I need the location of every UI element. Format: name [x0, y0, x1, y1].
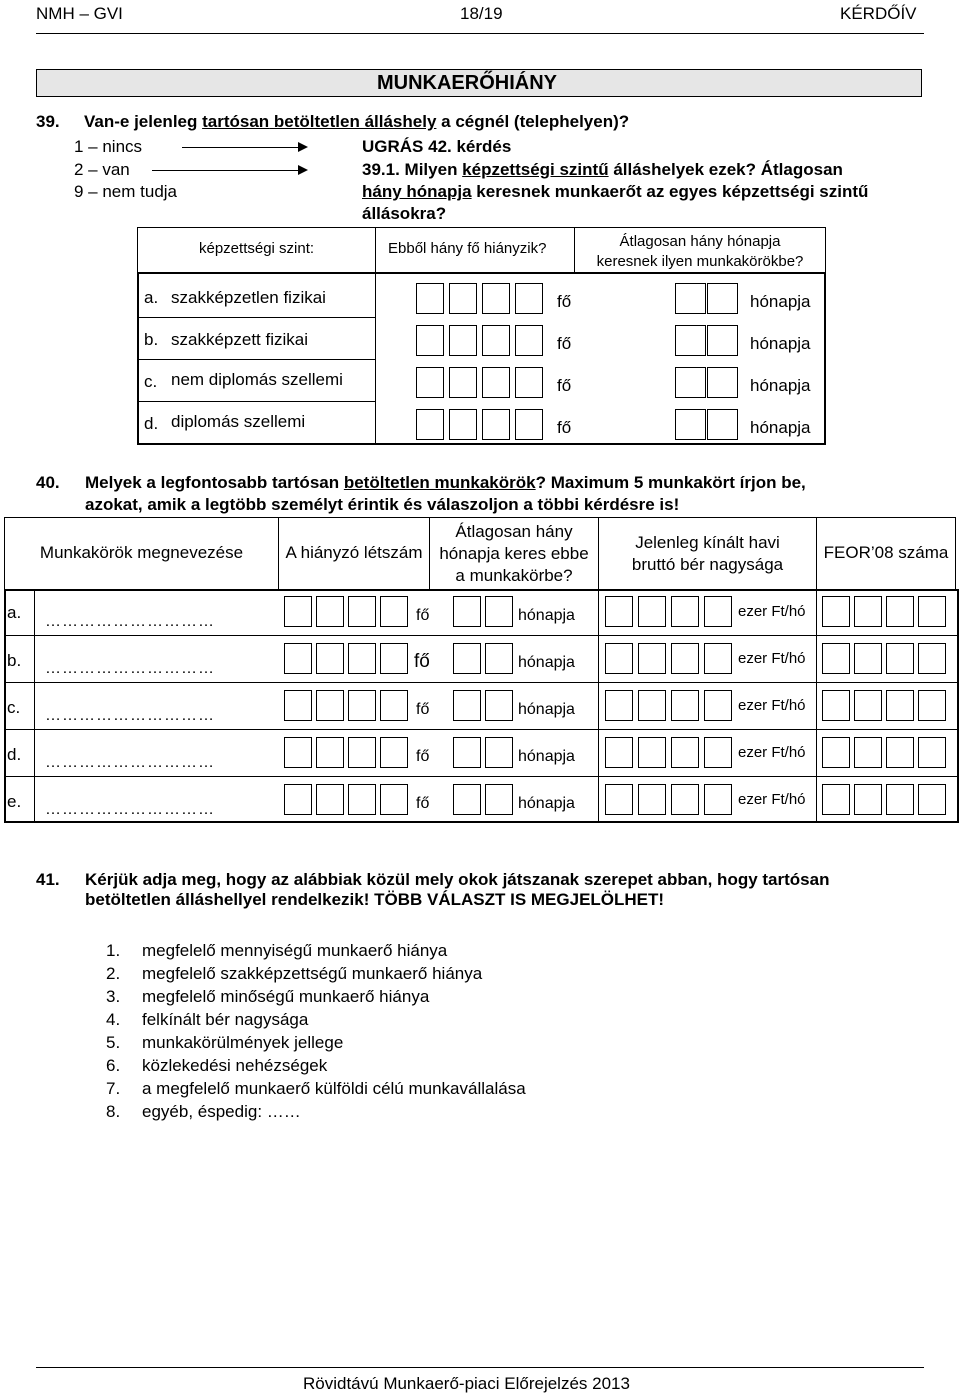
q39-option-9[interactable]: 9 – nem tudja — [74, 182, 178, 201]
digit-box[interactable] — [453, 737, 481, 768]
footer-rule — [36, 1367, 924, 1368]
option-number: 5. — [106, 1033, 121, 1052]
digit-box[interactable] — [704, 784, 732, 815]
occupation-row-letter: d. — [7, 745, 22, 764]
digit-box[interactable] — [482, 283, 510, 314]
unit-honapja: hónapja — [518, 701, 575, 718]
unit-honapja: hónapja — [518, 748, 575, 765]
col-header-months-l2: keresnek ilyen munkakörökbe? — [596, 253, 804, 270]
option-number: 3. — [106, 987, 121, 1006]
digit-box[interactable] — [348, 690, 376, 721]
unit-ezer-ft: ezer Ft/hó — [738, 744, 806, 761]
digit-box[interactable] — [671, 737, 699, 768]
digit-box[interactable] — [605, 737, 633, 768]
digit-box[interactable] — [918, 737, 946, 768]
section-title: MUNKAERŐHIÁNY — [377, 72, 557, 94]
skill-row-letter: c. — [144, 372, 158, 391]
q39-number: 39. — [36, 112, 60, 131]
digit-box[interactable] — [675, 367, 706, 398]
digit-box[interactable] — [704, 737, 732, 768]
digit-box[interactable] — [918, 784, 946, 815]
occupation-row-letter: a. — [7, 603, 22, 622]
q41-question-line2: betöltetlen álláshellyel rendelkezik! TÖBB VÁLASZT IS MEGJELÖLHET! — [85, 890, 665, 909]
digit-box[interactable] — [822, 784, 850, 815]
digit-box[interactable] — [380, 690, 408, 721]
digit-box[interactable] — [707, 409, 738, 440]
digit-box[interactable] — [380, 643, 408, 674]
digit-box[interactable] — [638, 690, 666, 721]
option-text[interactable]: megfelelő szakképzettségű munkaerő hiánya — [142, 964, 483, 983]
skill-row-letter: a. — [144, 288, 159, 307]
digit-box[interactable] — [822, 643, 850, 674]
col-header-wage-l2: bruttó bér nagysága — [631, 555, 784, 574]
column-divider — [375, 272, 376, 445]
skill-row-label: szakképzett fizikai — [171, 330, 308, 349]
digit-box[interactable] — [316, 737, 344, 768]
digit-box[interactable] — [416, 409, 444, 440]
digit-box[interactable] — [675, 283, 706, 314]
arrow-icon — [182, 147, 306, 148]
digit-box[interactable] — [854, 784, 882, 815]
unit-fo: fő — [557, 418, 572, 437]
digit-box[interactable] — [380, 596, 408, 627]
unit-fo: fő — [416, 795, 430, 812]
option-text[interactable]: megfelelő minőségű munkaerő hiánya — [142, 987, 430, 1006]
digit-box[interactable] — [316, 784, 344, 815]
row-divider — [137, 401, 375, 402]
col-header-months-l3: a munkakörbe? — [455, 566, 573, 585]
row-divider — [4, 682, 959, 683]
unit-fo: fő — [557, 292, 572, 311]
digit-box[interactable] — [638, 737, 666, 768]
unit-ezer-ft: ezer Ft/hó — [738, 791, 806, 808]
unit-fo: fő — [416, 748, 430, 765]
arrow-icon — [152, 170, 306, 171]
row-divider — [137, 317, 375, 318]
unit-honapja: hónapja — [750, 376, 811, 395]
digit-box[interactable] — [482, 367, 510, 398]
digit-box[interactable] — [348, 643, 376, 674]
occupation-row-letter: e. — [7, 792, 22, 811]
digit-box[interactable] — [822, 596, 850, 627]
option-number: 8. — [106, 1102, 121, 1121]
digit-box[interactable] — [485, 643, 513, 674]
digit-box[interactable] — [638, 596, 666, 627]
skill-row-label: nem diplomás szellemi — [171, 370, 343, 389]
digit-box[interactable] — [485, 690, 513, 721]
q39-jump: UGRÁS 42. kérdés — [362, 137, 512, 156]
digit-box[interactable] — [886, 643, 914, 674]
skill-row-label: diplomás szellemi — [171, 412, 306, 431]
q40-question-line1: Melyek a legfontosabb tartósan betöltetlen munkakörök? Maximum 5 munkakört írjon be, — [85, 473, 806, 492]
q39-option-1[interactable]: 1 – nincs — [74, 137, 143, 156]
unit-honapja: hónapja — [518, 654, 575, 671]
header-page-number: 18/19 — [460, 4, 503, 23]
q39-1-line3: állásokra? — [362, 204, 447, 223]
col-header-occupation: Munkakörök megnevezése — [39, 543, 244, 562]
digit-box[interactable] — [453, 690, 481, 721]
option-number: 1. — [106, 941, 121, 960]
digit-box[interactable] — [822, 690, 850, 721]
digit-box[interactable] — [886, 784, 914, 815]
header-rule — [36, 33, 924, 34]
unit-honapja: hónapja — [750, 292, 811, 311]
unit-honapja: hónapja — [518, 607, 575, 624]
digit-box[interactable] — [453, 784, 481, 815]
digit-box[interactable] — [886, 737, 914, 768]
digit-box[interactable] — [348, 737, 376, 768]
option-text[interactable]: munkakörülmények jellege — [142, 1033, 344, 1052]
digit-box[interactable] — [918, 643, 946, 674]
occupation-name-input[interactable]: ………………………… — [45, 801, 215, 818]
digit-box[interactable] — [704, 643, 732, 674]
col-header-missing: A hiányzó létszám — [285, 543, 423, 562]
digit-box[interactable] — [886, 690, 914, 721]
digit-box[interactable] — [638, 643, 666, 674]
digit-box[interactable] — [416, 367, 444, 398]
option-number: 6. — [106, 1056, 121, 1075]
digit-box[interactable] — [485, 784, 513, 815]
digit-box[interactable] — [704, 690, 732, 721]
digit-box[interactable] — [453, 643, 481, 674]
unit-honapja: hónapja — [518, 795, 575, 812]
digit-box[interactable] — [348, 596, 376, 627]
digit-box[interactable] — [605, 784, 633, 815]
digit-box[interactable] — [380, 737, 408, 768]
digit-box[interactable] — [675, 409, 706, 440]
unit-ezer-ft: ezer Ft/hó — [738, 603, 806, 620]
digit-box[interactable] — [284, 643, 312, 674]
footer-text: Rövidtávú Munkaerő-piaci Előrejelzés 2013 — [303, 1374, 630, 1393]
column-divider — [34, 589, 35, 823]
q40-number: 40. — [36, 473, 60, 492]
unit-ezer-ft: ezer Ft/hó — [738, 650, 806, 667]
unit-fo: fő — [414, 651, 430, 672]
header-left: NMH – GVI — [36, 4, 123, 23]
q40-question-line2: azokat, amik a legtöbb személyt érintik és válaszoljon a többi kérdésre is! — [85, 495, 680, 514]
q41-number: 41. — [36, 870, 60, 889]
digit-box[interactable] — [284, 596, 312, 627]
digit-box[interactable] — [482, 409, 510, 440]
option-number: 2. — [106, 964, 121, 983]
unit-ezer-ft: ezer Ft/hó — [738, 697, 806, 714]
digit-box[interactable] — [918, 690, 946, 721]
col-header-months-l2: hónapja keres ebbe — [439, 544, 589, 563]
digit-box[interactable] — [284, 784, 312, 815]
digit-box[interactable] — [449, 409, 477, 440]
digit-box[interactable] — [380, 784, 408, 815]
section-title-bar — [36, 69, 922, 97]
row-divider — [4, 729, 959, 730]
digit-box[interactable] — [449, 367, 477, 398]
row-divider — [137, 359, 375, 360]
option-text[interactable]: a megfelelő munkaerő külföldi célú munkavállalása — [142, 1079, 526, 1098]
col-header-wage-l1: Jelenleg kínált havi — [635, 533, 780, 552]
digit-box[interactable] — [707, 325, 738, 356]
digit-box[interactable] — [854, 737, 882, 768]
digit-box[interactable] — [316, 690, 344, 721]
occupation-name-input[interactable]: ………………………… — [45, 660, 215, 677]
option-text[interactable]: felkínált bér nagysága — [142, 1010, 309, 1029]
digit-box[interactable] — [453, 596, 481, 627]
digit-box[interactable] — [449, 283, 477, 314]
col-header-missing: Ebből hány fő hiányzik? — [388, 240, 547, 257]
digit-box[interactable] — [854, 643, 882, 674]
q39-option-2[interactable]: 2 – van — [74, 160, 130, 179]
digit-box[interactable] — [515, 283, 543, 314]
digit-box[interactable] — [854, 596, 882, 627]
skill-row-letter: d. — [144, 414, 159, 433]
digit-box[interactable] — [707, 283, 738, 314]
digit-box[interactable] — [416, 283, 444, 314]
skill-row-letter: b. — [144, 330, 159, 349]
occupation-row-letter: c. — [7, 698, 21, 717]
unit-fo: fő — [557, 334, 572, 353]
digit-box[interactable] — [316, 596, 344, 627]
occupation-name-input[interactable]: ………………………… — [45, 754, 215, 771]
digit-box[interactable] — [671, 784, 699, 815]
q41-question-line1: Kérjük adja meg, hogy az alábbiak közül mely okok játszanak szerepet abban, hogy tartósan — [85, 870, 830, 889]
digit-box[interactable] — [671, 643, 699, 674]
skill-row-label: szakképzetlen fizikai — [171, 288, 326, 307]
digit-box[interactable] — [822, 737, 850, 768]
unit-fo: fő — [557, 376, 572, 395]
digit-box[interactable] — [485, 596, 513, 627]
option-text[interactable]: megfelelő mennyiségű munkaerő hiánya — [142, 941, 448, 960]
option-text[interactable]: közlekedési nehézségek — [142, 1056, 328, 1075]
digit-box[interactable] — [284, 690, 312, 721]
digit-box[interactable] — [316, 643, 344, 674]
unit-fo: fő — [416, 701, 430, 718]
digit-box[interactable] — [854, 690, 882, 721]
header-right: KÉRDŐÍV — [840, 4, 917, 23]
column-divider — [816, 589, 817, 823]
digit-box[interactable] — [515, 325, 543, 356]
digit-box[interactable] — [605, 596, 633, 627]
digit-box[interactable] — [671, 690, 699, 721]
q39-1-line2: hány hónapja keresnek munkaerőt az egyes képzettségi szintű — [362, 182, 869, 201]
q39-1-line1: 39.1. Milyen képzettségi szintű álláshelyek ezek? Átlagosan — [362, 160, 843, 179]
column-divider — [598, 589, 599, 823]
digit-box[interactable] — [886, 596, 914, 627]
option-number: 4. — [106, 1010, 121, 1029]
row-divider — [4, 635, 959, 636]
occupation-name-input[interactable]: ………………………… — [45, 707, 215, 724]
row-divider — [4, 776, 959, 777]
unit-honapja: hónapja — [750, 334, 811, 353]
digit-box[interactable] — [348, 784, 376, 815]
digit-box[interactable] — [704, 596, 732, 627]
digit-box[interactable] — [515, 409, 543, 440]
digit-box[interactable] — [284, 737, 312, 768]
col-header-cell — [598, 517, 817, 590]
digit-box[interactable] — [605, 643, 633, 674]
digit-box[interactable] — [605, 690, 633, 721]
q39-question: Van-e jelenleg tartósan betöltetlen álláshely a cégnél (telephelyen)? — [84, 112, 630, 131]
option-text[interactable]: egyéb, éspedig: …… — [142, 1102, 301, 1121]
unit-honapja: hónapja — [750, 418, 811, 437]
digit-box[interactable] — [638, 784, 666, 815]
occupation-row-letter: b. — [7, 651, 22, 670]
col-header-months-l1: Átlagosan hány hónapja — [619, 233, 781, 250]
col-header-skill: képzettségi szint: — [199, 240, 315, 257]
digit-box[interactable] — [449, 325, 477, 356]
digit-box[interactable] — [416, 325, 444, 356]
digit-box[interactable] — [515, 367, 543, 398]
digit-box[interactable] — [485, 737, 513, 768]
col-header-months-l1: Átlagosan hány — [455, 522, 573, 541]
digit-box[interactable] — [675, 325, 706, 356]
occupation-name-input[interactable]: ………………………… — [45, 613, 215, 630]
unit-fo: fő — [416, 607, 430, 624]
option-number: 7. — [106, 1079, 121, 1098]
digit-box[interactable] — [482, 325, 510, 356]
digit-box[interactable] — [671, 596, 699, 627]
col-header-feor: FEOR’08 száma — [823, 543, 949, 562]
digit-box[interactable] — [918, 596, 946, 627]
digit-box[interactable] — [707, 367, 738, 398]
